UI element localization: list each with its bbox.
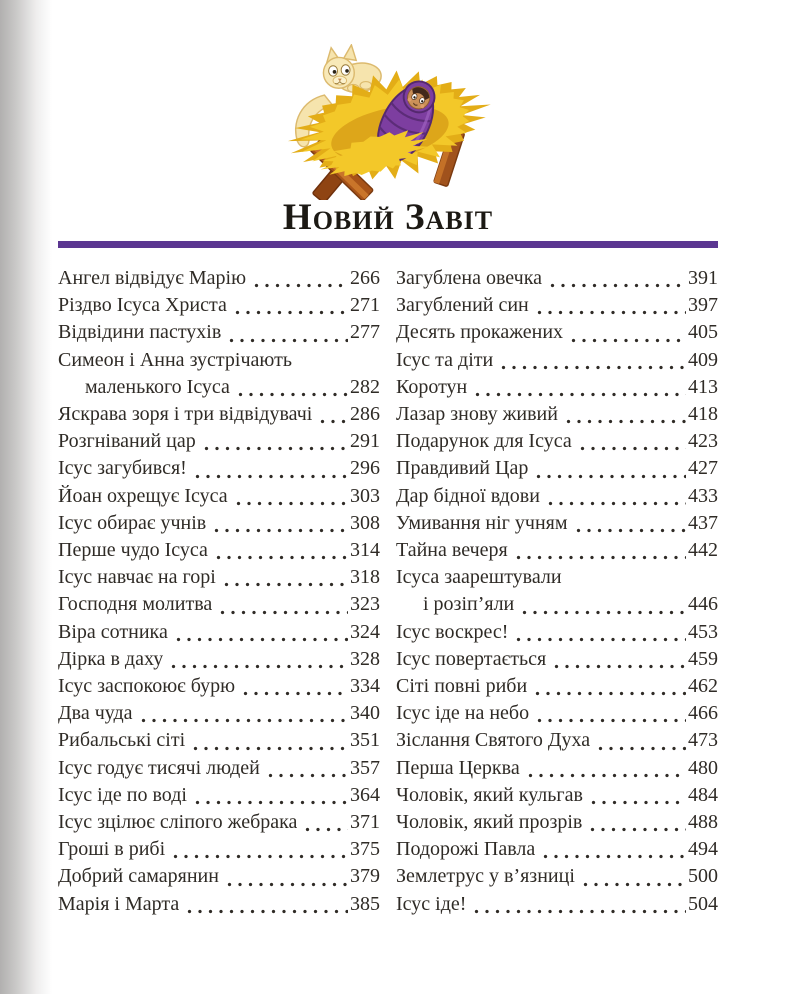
toc-entry [396,483,718,510]
toc-entry-page: 484 [688,783,718,806]
toc-entry-page: 453 [688,620,718,643]
toc-entry-title: Симеон і Анна зустрічають [58,348,292,371]
dot-leader [587,809,686,836]
dot-leader [251,265,348,292]
toc-entry [396,564,718,591]
toc-entry-title: і розіп’яли [423,593,515,616]
toc-entry-page: 323 [350,593,380,616]
toc-entry-title: Гроші в рибі [58,838,166,861]
toc-column-left [58,265,380,918]
toc-entry-title: Ісус годує тисячі людей [58,756,260,779]
toc-entry-page: 427 [688,457,718,480]
toc-entry-title: Ісуса заарештували [396,566,562,589]
dot-leader [192,782,348,809]
toc-entry [396,646,718,673]
dot-leader [211,510,348,537]
dot-leader [201,428,348,455]
toc-entry-page: 271 [350,294,380,317]
toc-entry [58,401,380,428]
dot-leader [498,347,686,374]
toc-entry-page: 442 [688,539,718,562]
toc-entry-title: Тайна вечеря [396,539,508,562]
dot-leader [221,564,348,591]
dot-leader [173,619,348,646]
toc-entry-title: Ісус навчає на горі [58,566,216,589]
toc-entry-title: Сіті повні риби [396,675,528,698]
toc-column-right [396,265,718,918]
toc-entry [396,700,718,727]
toc-entry [396,782,718,809]
toc-entry-title: Дар бідної вдови [396,484,540,507]
dot-leader [472,374,686,401]
toc-entry-page: 375 [350,838,380,861]
toc-entry-title: Відвідини пастухів [58,321,222,344]
toc-entry-page: 397 [688,294,718,317]
toc-entry-title: Ісус іде! [396,892,467,915]
toc-entry-title: Ісус іде на небо [396,702,530,725]
toc-entry [58,836,380,863]
toc-entry-title: Лазар знову живий [396,403,558,426]
toc-entry [58,591,380,618]
toc-entry-title: Яскрава зоря і три відвідувачі [58,403,313,426]
toc-entry-page: 357 [350,756,380,779]
toc-entry [396,347,718,374]
toc-entry-title: маленького Ісуса [85,375,230,398]
toc-entry-page: 385 [350,892,380,915]
toc-entry [396,319,718,346]
toc-entry [58,727,380,754]
dot-leader [192,455,348,482]
toc-entry-title: Ісус зцілює сліпого жебрака [58,811,298,834]
dot-leader [519,591,686,618]
toc-entry-title: Ангел відвідує Марію [58,267,247,289]
toc-entry [58,891,380,918]
dot-leader [513,619,686,646]
toc-entry-page: 446 [688,593,718,616]
dot-leader [534,700,686,727]
toc-entry-page: 405 [688,321,718,344]
toc-entry [58,510,380,537]
toc-entry [396,428,718,455]
toc-entry-page: 277 [350,321,380,344]
toc-entry [58,755,380,782]
toc-entry [58,782,380,809]
dot-leader [532,673,686,700]
toc-entry-page: 459 [688,647,718,670]
toc-entry-title: Ісус загубився! [58,457,187,480]
toc-entry-page: 328 [350,647,380,670]
dot-leader [184,891,348,918]
dot-leader [213,537,348,564]
dot-leader [540,836,686,863]
toc-entry-title: Віра сотника [58,620,168,643]
toc-entry [396,292,718,319]
toc-entry-title: Перше чудо Ісуса [58,539,208,562]
toc-entry [58,374,380,401]
toc-entry-title: Перша Церква [396,756,520,779]
toc-entry [58,292,380,319]
toc-entry-title: Добрий самарянин [58,865,219,888]
toc-entry-page: 324 [350,620,380,643]
baby-jesus-manger-cat-illustration [282,44,494,200]
dot-leader [233,483,348,510]
toc-entry-page: 473 [688,729,718,752]
toc-entry-page: 291 [350,430,380,453]
toc-entry [58,564,380,591]
toc-entry-title: Умивання ніг учням [396,511,568,534]
toc-entry-title: Ісус повертається [396,647,547,670]
toc-entry-page: 340 [350,702,380,725]
toc-entry-page: 423 [688,430,718,453]
toc-entry-title: Землетрус у в’язниці [396,865,575,888]
toc-entry-page: 391 [688,267,718,289]
toc-entry [58,537,380,564]
dot-leader [265,755,348,782]
dot-leader [138,700,348,727]
toc-entry-page: 379 [350,865,380,888]
toc-entry-page: 296 [350,457,380,480]
dot-leader [588,782,686,809]
dot-leader [595,727,686,754]
toc-entry [58,809,380,836]
toc-entry-page: 409 [688,348,718,371]
toc-entry-page: 318 [350,566,380,589]
toc-entry [396,537,718,564]
toc-entry [396,836,718,863]
toc-entry-title: Зіслання Святого Духа [396,729,591,752]
dot-leader [547,265,686,292]
toc-entry-page: 308 [350,511,380,534]
toc-entry-page: 494 [688,838,718,861]
toc-entry [396,265,718,292]
toc-entry-title: Марія і Марта [58,892,180,915]
toc-entry [396,374,718,401]
toc-entry-page: 334 [350,675,380,698]
toc-entry-title: Йоан охрещує Ісуса [58,484,228,507]
toc-entry-page: 314 [350,539,380,562]
toc-entry-page: 488 [688,811,718,834]
divider-rule [58,241,718,248]
toc-entry [58,700,380,727]
toc-entry-page: 266 [350,267,380,289]
toc-entry-title: Ісус іде по воді [58,783,187,806]
toc-entry-title: Розгніваний цар [58,430,196,453]
toc-entry-title: Два чуда [58,702,133,725]
dot-leader [190,727,348,754]
toc-entry-title: Дірка в даху [58,647,164,670]
toc-entry-page: 303 [350,484,380,507]
dot-leader [170,836,348,863]
toc-entry-title: Різдво Ісуса Христа [58,294,227,317]
toc-entry [396,591,718,618]
toc-entry-page: 413 [688,375,718,398]
dot-leader [534,292,686,319]
dot-leader [224,863,348,890]
toc-entry [396,455,718,482]
toc-entry-title: Ісус обирає учнів [58,511,207,534]
dot-leader [525,755,686,782]
dot-leader [551,646,686,673]
dot-leader [226,319,348,346]
toc-entry-title: Господня молитва [58,593,213,616]
dot-leader [232,292,348,319]
toc-entry [396,755,718,782]
page-title: Новий Завіт [282,197,494,238]
toc-entry [396,863,718,890]
toc-entry [396,809,718,836]
toc-entry-title: Коротун [396,375,468,398]
toc-entry [58,646,380,673]
toc-entry-title: Подорожі Павла [396,838,536,861]
toc-entry-title: Десять прокажених [396,321,564,344]
dot-leader [168,646,348,673]
toc-entry-title: Ісус воскрес! [396,620,509,643]
toc-entry [396,510,718,537]
toc-entry [58,863,380,890]
page-content [58,0,718,918]
dot-leader [240,673,348,700]
dot-leader [568,319,686,346]
toc-entry-page: 364 [350,783,380,806]
toc-entry-title: Чоловік, який прозрів [396,811,583,834]
toc-entry [396,401,718,428]
toc-entry-title: Загублений син [396,294,529,317]
toc-entry-page: 418 [688,403,718,426]
table-of-contents [58,265,718,918]
dot-leader [573,510,686,537]
dot-leader [513,537,686,564]
toc-entry [58,265,380,292]
toc-entry-title: Чоловік, який кульгав [396,783,583,806]
toc-entry [396,891,718,918]
toc-entry-page: 437 [688,511,718,534]
dot-leader [533,455,686,482]
toc-entry [396,727,718,754]
toc-entry-title: Рибальські сіті [58,729,186,752]
toc-entry-title: Загублена овечка [396,267,543,289]
toc-entry-page: 466 [688,702,718,725]
toc-entry-title: Подарунок для Ісуса [396,430,572,453]
dot-leader [545,483,686,510]
toc-entry-page: 351 [350,729,380,752]
toc-entry [58,319,380,346]
toc-entry-title: Правдивий Цар [396,457,529,480]
dot-leader [235,374,348,401]
toc-entry [58,483,380,510]
dot-leader [317,401,348,428]
toc-entry-page: 500 [688,865,718,888]
toc-entry-page: 480 [688,756,718,779]
toc-entry-page: 282 [350,375,380,398]
toc-entry [58,673,380,700]
toc-entry [396,673,718,700]
toc-entry-page: 504 [688,892,718,915]
dot-leader [471,891,686,918]
toc-entry-page: 433 [688,484,718,507]
dot-leader [577,428,686,455]
dot-leader [563,401,686,428]
toc-entry [58,619,380,646]
toc-entry [58,428,380,455]
toc-entry-page: 371 [350,811,380,834]
toc-entry-page: 462 [688,675,718,698]
toc-entry-page: 286 [350,403,380,426]
toc-entry [396,619,718,646]
dot-leader [217,591,348,618]
toc-entry [58,347,380,374]
toc-entry-title: Ісус заспокоює бурю [58,675,236,698]
toc-entry [58,455,380,482]
book-spine-shadow [0,0,52,994]
toc-entry-title: Ісус та діти [396,348,494,371]
dot-leader [302,809,348,836]
manger-illustration [58,44,718,200]
dot-leader [580,863,686,890]
